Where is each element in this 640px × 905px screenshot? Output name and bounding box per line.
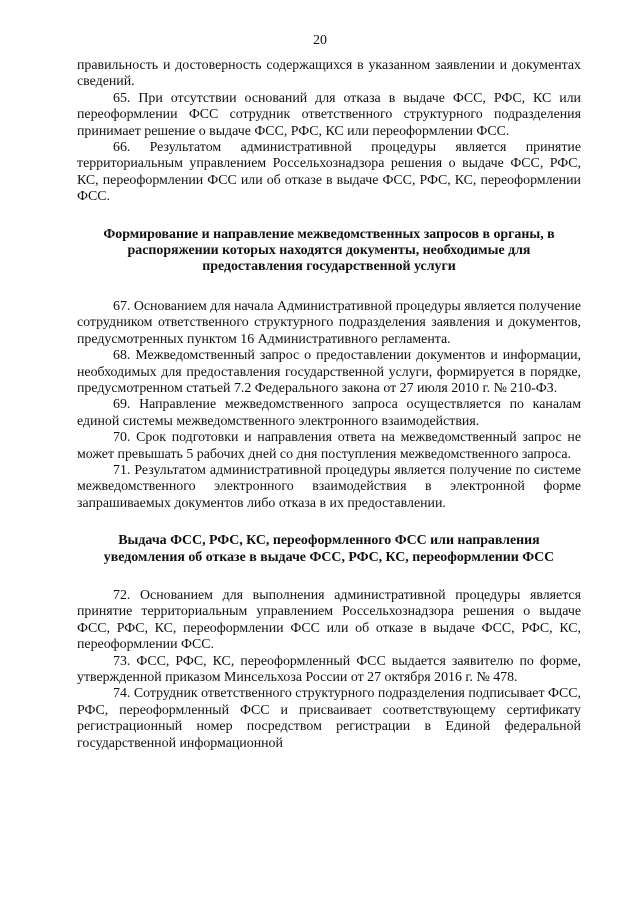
paragraph-73: 73. ФСС, РФС, КС, переоформленный ФСС выдается заявителю по форме, утвержденной приказом Минсельхоза России от 27 октября 2016 г. № 478. [77, 653, 581, 685]
spacer [77, 276, 581, 299]
paragraph-67: 67. Основанием для начала Административной процедуры является получение сотрудником ответственного структурного подразделения заявления и документов, предусмотренных пунктом 16 Административного регламента. [77, 298, 581, 347]
spacer [77, 566, 581, 588]
paragraph-71: 71. Результатом административной процедуры является получение по системе межведомственного электронного взаимодействия в электронной форме запрашиваемых документов либо отказа в их предоставлении. [77, 462, 581, 511]
paragraph-68: 68. Межведомственный запрос о предоставлении документов и информации, необходимых для предоставления государственной услуги, формируется в порядке, предусмотренном статьей 7.2 Федерального закона от 27 июля 2010 г. № 210-ФЗ. [77, 348, 581, 396]
paragraph-65: 65. При отсутствии оснований для отказа в выдаче ФСС, РФС, КС или переоформлении ФСС сотрудник ответственного структурного подразделения принимает решение о выдаче ФСС, РФС, КС или переоформлении ФСС. [77, 90, 581, 139]
paragraph-66: 66. Результатом административной процедуры является принятие территориальным управлением Россельхознадзора решения о выдаче ФСС, РФС, КС, переоформлении ФСС или об отказе в выдаче ФСС, РФС, КС, переоформлении ФСС. [77, 140, 581, 205]
paragraph-continuation: правильность и достоверность содержащихся в указанном заявлении и документах сведений. [77, 58, 581, 90]
section-heading-issuance: Выдача ФСС, РФС, КС, переоформленного ФСС или направления уведомления об отказе в выдаче ФСС, РФС, КС, переоформлении ФСС [103, 533, 555, 565]
document-body [77, 58, 581, 752]
paragraph-69: 69. Направление межведомственного запроса осуществляется по каналам единой системы межведомственного электронного взаимодействия. [77, 397, 581, 429]
page-number: 20 [313, 33, 327, 48]
spacer [77, 206, 581, 227]
paragraph-72: 72. Основанием для выполнения административной процедуры является принятие территориальным управлением Россельхознадзора решения о выдаче ФСС, РФС, КС, переоформлении ФСС или об отказе в выдаче ФСС, РФС, КС, переоформлении ФСС. [77, 587, 581, 653]
paragraph-74: 74. Сотрудник ответственного структурного подразделения подписывает ФСС, РФС, переоформленный ФСС и присваивает соответствующему сертификату регистрационный номер посредством регистрации в Единой федеральной государственной информационной [77, 686, 581, 751]
paragraph-70: 70. Срок подготовки и направления ответа на межведомственный запрос не может превышать 5 рабочих дней со дня поступления межведомственного запроса. [77, 430, 581, 462]
section-heading-interagency-requests: Формирование и направление межведомственных запросов в органы, в распоряжении которых находятся документы, необходимые для предоставления государственной услуги [103, 226, 555, 275]
spacer [77, 512, 581, 533]
